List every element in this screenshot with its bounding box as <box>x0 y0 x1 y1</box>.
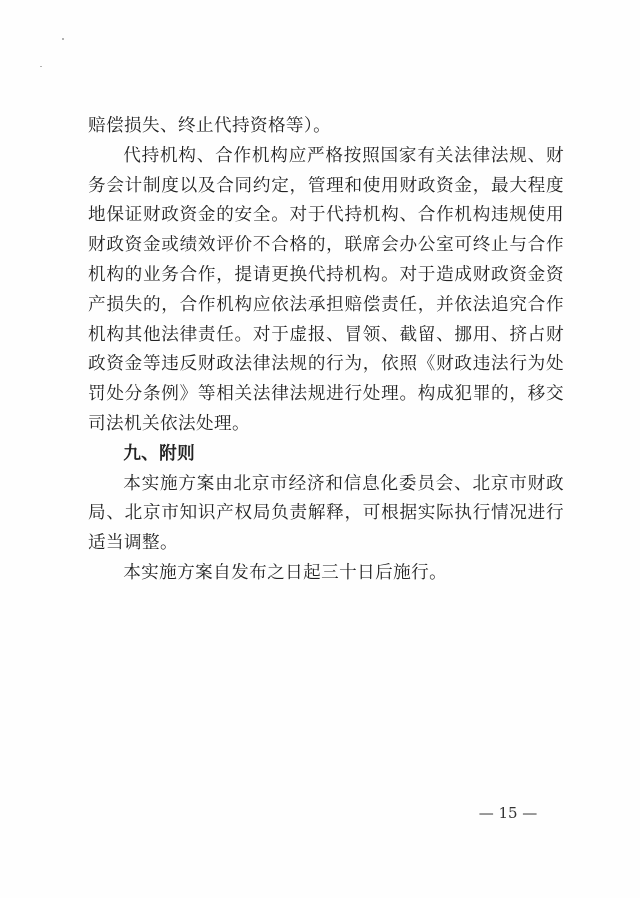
page-number: — 15 — <box>478 804 538 822</box>
paragraph-effective-date: 本实施方案自发布之日起三十日后施行。 <box>123 562 448 583</box>
document-body <box>88 112 564 589</box>
paragraph-interpretation: 本实施方案由北京市经济和信息化委员会、北京市财政局、北京市知识产权局负责解释，可根据实际执行情况进行适当调整。 <box>88 473 564 554</box>
scan-speck <box>62 38 64 40</box>
scan-speck <box>40 66 42 67</box>
page-number-footer <box>0 804 640 822</box>
section-heading-appendix: 九、附则 <box>123 443 196 464</box>
paragraph-responsibility: 代持机构、合作机构应严格按照国家有关法律法规、财务会计制度以及合同约定，管理和使用财政资金，最大程度地保证财政资金的安全。对于代持机构、合作机构违规使用财政资金或绩效评价不合格的，联席会办公室可终止与合作机构的业务合作，提请更换代持机构。对于造成财政资金资产损失的，合作机构应依法承担赔偿责任，并依法追究合作机构其他法律责任。对于虚报、冒领、截留、挪用、挤占财政资金等违反财政法律法规的行为，依照《财政违法行为处罚处分条例》等相关法律法规进行处理。构成犯罪的，移交司法机关依法处理。 <box>88 145 564 434</box>
paragraph-continuation: 赔偿损失、终止代持资格等）。 <box>88 116 332 136</box>
